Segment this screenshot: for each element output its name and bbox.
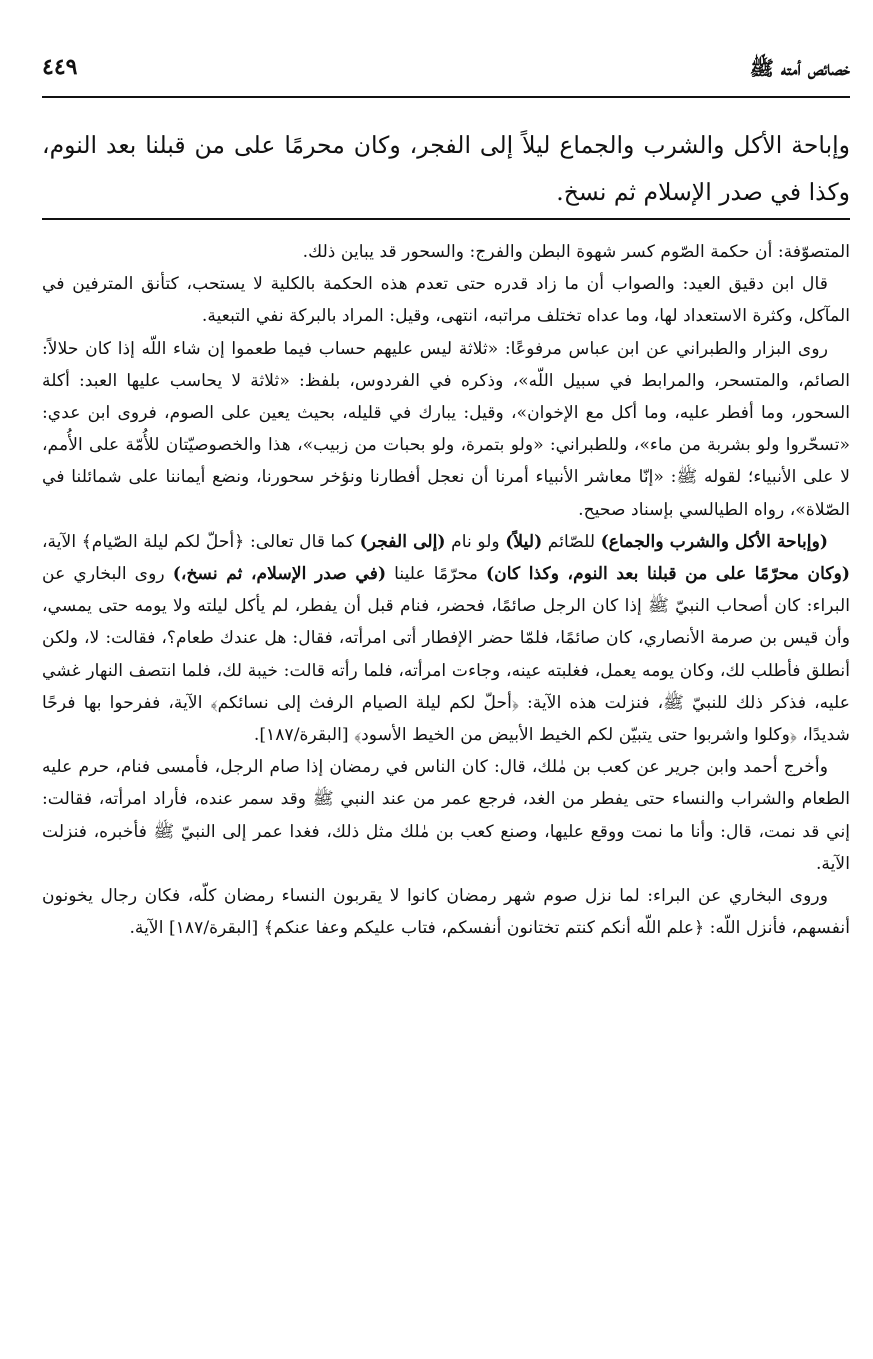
main-text: وإباحة الأكل والشرب والجماع ليلاً إلى الفجر، وكان محرمًا على من قبلنا بعد النوم، وكذا في صدر الإسلام ثم نسخ. bbox=[42, 131, 850, 206]
document-page bbox=[42, 52, 850, 939]
commentary-paragraph: وأخرج أحمد وابن جرير عن كعب بن مٰلك، قال: كان الناس في رمضان إذا صام الرجل، فأمسى فنام، حرم عليه الطعام والشراب والنساء حتى يفطر من الغد، فرجع عمر من عند النبي ﷺ وقد سمر عنده، فأراد امرأته، فقالت: إني قد نمت، قال: وأنا ما نمت ووقع عليها، وصنع كعب بن مٰلك مثل ذلك، فغدا عمر إلى النبيّ ﷺ فأخبره، فنزلت الآية. bbox=[42, 757, 850, 874]
text-separator-rule bbox=[42, 218, 850, 220]
page-number: ٤٤٩ bbox=[42, 54, 78, 80]
commentary-text: كما قال تعالى: ﴿أحلّ لكم ليلة الصّيام﴾ الآية، bbox=[42, 531, 360, 552]
commentary-paragraph: قال ابن دقيق العيد: والصواب أن ما زاد قدره حتى تعدم هذه الحكمة بالكلية لا يستحب، كتأنق المترفين في المآكل، وكثرة الاستعداد لها، وما عداه تختلف مراتبه، انتهى، وقيل: المراد بالبركة نفي التبعية. bbox=[42, 274, 850, 327]
matn-quote: (في صدر الإسلام، ثم نسخ،) bbox=[172, 564, 387, 585]
running-title: خصائص أمته ﷺ bbox=[749, 56, 850, 80]
matn-quote: (إلى الفجر) bbox=[359, 531, 446, 552]
running-header bbox=[42, 52, 850, 92]
header-rule bbox=[42, 96, 850, 98]
matn-quote: (وكان محرّمًا على من قبلنا بعد النوم، وكذا كان) bbox=[486, 564, 850, 585]
matn-quote: (وإباحة الأكل والشرب والجماع) bbox=[600, 531, 829, 552]
commentary-text: للصّائم bbox=[542, 531, 601, 552]
commentary-paragraph: المتصوّفة: أن حكمة الصّوم كسر شهوة البطن والفرج: والسحور قد يباين ذلك. bbox=[302, 242, 850, 262]
commentary-text: ولو نام bbox=[445, 531, 506, 552]
commentary-text: روى البخاري عن البراء: كان أصحاب النبيّ ﷺ إذا كان الرجل صائمًا، فحضر، فنام قبل أن يفطر، لم يأكل ليلته ولا يومه حتى يمسي، وأن قيس بن صرمة الأنصاري، كان صائمًا، فلمّا حضر الإفطار أتى امرأته، فقال: هل عندك طعام؟، فقالت: لا، ولكن أنطلق فأطلب لك، وكان يومه يعمل، فغلبته عينه، وجاءت امرأته، فلما رأته قالت: خيبة لك، فلما انتصف النهار غشي عليه، فذكر ذلك للنبيّ ﷺ، فنزلت هذه الآية: ﴿أحلّ لكم ليلة الصيام الرفث إلى نسائكم﴾ الآية، ففرحوا بها فرحًا شديدًا، ﴿وكلوا واشربوا حتى يتبيّن لكم الخيط الأبيض من الخيط الأسود﴾ [البقرة/١٨٧]. bbox=[42, 564, 850, 746]
commentary-paragraph: وروى البخاري عن البراء: لما نزل صوم شهر رمضان كانوا لا يقربون النساء رمضان كلّه، فكان رجال يخونون أنفسهم، فأنزل اللّه: ﴿علم اللّه أنكم كنتم تختانون أنفسكم، فتاب عليكم وعفا عنكم﴾ [البقرة/١٨٧] الآية. bbox=[42, 886, 850, 939]
matn-quote: (ليلاً) bbox=[505, 531, 543, 552]
commentary-paragraph: روى البزار والطبراني عن ابن عباس مرفوعًا: «ثلاثة ليس عليهم حساب فيما طعموا إن شاء اللّه إذا كان حلالاً: الصائم، والمتسحر، والمرابط في سبيل اللّه»، وذكره في الفردوس، بلفظ: «ثلاثة لا يحاسب عليها العبد: أكلة السحور، وما أفطر عليه، وما أكل مع الإخوان»، وقيل: يبارك في قليله، بحيث يعين على الصوم، فروى ابن عدي: «تسحّروا ولو بشربة من ماء»، وللطبراني: «ولو بتمرة، ولو بحبات من زبيب»، هذا والخصوصيّتان للأُمّة على الأُمم، لا على الأنبياء؛ لقوله ﷺ: «إنّا معاشر الأنبياء أمرنا أن نعجل أفطارنا ونؤخر سحورنا، ونضع أيماننا على شمائلنا في الصّلاة»، رواه الطيالسي بإسناد صحيح. bbox=[42, 338, 850, 520]
commentary-paragraph bbox=[42, 526, 850, 751]
commentary-text: محرّمًا علينا bbox=[386, 564, 486, 585]
commentary bbox=[42, 236, 850, 944]
